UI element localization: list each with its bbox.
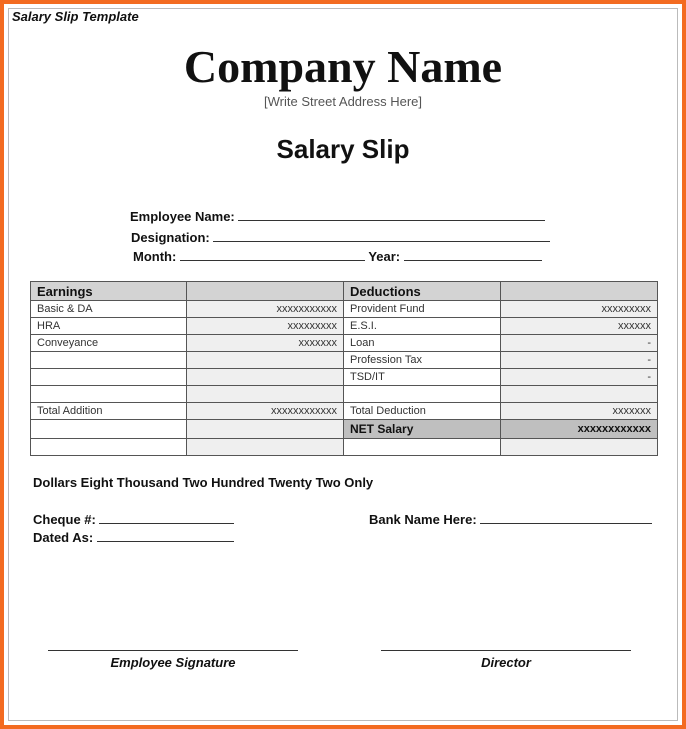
employee-signature-line xyxy=(48,650,298,651)
month-line xyxy=(180,248,365,261)
amount-in-words: Dollars Eight Thousand Two Hundred Twenty Two Only xyxy=(33,475,374,490)
table-row xyxy=(31,369,658,386)
empty-amount xyxy=(187,439,344,456)
designation-field xyxy=(131,229,550,245)
salary-slip-title: Salary Slip xyxy=(276,134,410,164)
deduction-label: Loan xyxy=(344,335,501,352)
earning-label: HRA xyxy=(31,318,187,335)
deduction-label: TSD/IT xyxy=(344,369,501,386)
total-deduction-label: Total Deduction xyxy=(344,403,501,420)
table-row-net xyxy=(31,420,658,439)
designation-line xyxy=(213,229,550,242)
month-year-field xyxy=(133,248,542,264)
deduction-label: Profession Tax xyxy=(344,352,501,369)
street-address: [Write Street Address Here] xyxy=(264,94,422,109)
dated-line xyxy=(97,529,234,542)
table-row xyxy=(31,439,658,456)
deduction-amount: - xyxy=(501,335,658,352)
bank-field xyxy=(369,511,652,527)
earnings-amount-header xyxy=(187,282,344,301)
deduction-label xyxy=(344,386,501,403)
year-line xyxy=(404,248,542,261)
year-label: Year: xyxy=(368,249,401,264)
deduction-label: E.S.I. xyxy=(344,318,501,335)
empty-amount xyxy=(501,439,658,456)
month-label: Month: xyxy=(133,249,177,264)
net-salary-label: NET Salary xyxy=(344,420,501,439)
total-addition-label: Total Addition xyxy=(31,403,187,420)
earning-label xyxy=(31,369,187,386)
earning-amount: xxxxxxxxxxx xyxy=(187,301,344,318)
earning-label xyxy=(31,386,187,403)
table-row xyxy=(31,386,658,403)
salary-table xyxy=(30,281,658,456)
net-salary-amount: xxxxxxxxxxxx xyxy=(501,420,658,439)
cheque-field xyxy=(33,511,234,527)
cheque-label: Cheque #: xyxy=(33,512,96,527)
empty-cell xyxy=(31,439,187,456)
bank-label: Bank Name Here: xyxy=(369,512,477,527)
employee-name-label: Employee Name: xyxy=(130,209,235,224)
designation-label: Designation: xyxy=(131,230,210,245)
table-row-totals xyxy=(31,403,658,420)
director-signature-line xyxy=(381,650,631,651)
table-row xyxy=(31,301,658,318)
earnings-header: Earnings xyxy=(31,282,187,301)
total-deduction-amount: xxxxxxx xyxy=(501,403,658,420)
earning-amount: xxxxxxxxx xyxy=(187,318,344,335)
empty-cell xyxy=(344,439,501,456)
table-row xyxy=(31,318,658,335)
earning-label: Basic & DA xyxy=(31,301,187,318)
employee-signature-label: Employee Signature xyxy=(110,655,236,670)
table-row xyxy=(31,335,658,352)
director-signature-label: Director xyxy=(481,655,531,670)
company-name: Company Name xyxy=(183,41,503,92)
total-addition-amount: xxxxxxxxxxxx xyxy=(187,403,344,420)
dated-field xyxy=(33,529,234,545)
deduction-label: Provident Fund xyxy=(344,301,501,318)
net-empty-amount xyxy=(187,420,344,439)
earning-amount xyxy=(187,386,344,403)
employee-name-line xyxy=(238,208,545,221)
deduction-amount xyxy=(501,386,658,403)
deduction-amount: - xyxy=(501,369,658,386)
deduction-amount: xxxxxxxxx xyxy=(501,301,658,318)
earning-label xyxy=(31,352,187,369)
dated-label: Dated As: xyxy=(33,530,94,545)
template-title: Salary Slip Template xyxy=(12,9,139,24)
table-row xyxy=(31,352,658,369)
earning-amount: xxxxxxx xyxy=(187,335,344,352)
deduction-amount: - xyxy=(501,352,658,369)
cheque-line xyxy=(99,511,234,524)
deduction-amount: xxxxxx xyxy=(501,318,658,335)
deductions-header: Deductions xyxy=(344,282,501,301)
employee-name-field xyxy=(130,208,545,224)
net-empty-cell xyxy=(31,420,187,439)
deductions-amount-header xyxy=(501,282,658,301)
table-header-row xyxy=(31,282,658,301)
earning-label: Conveyance xyxy=(31,335,187,352)
bank-line xyxy=(480,511,652,524)
earning-amount xyxy=(187,352,344,369)
earning-amount xyxy=(187,369,344,386)
